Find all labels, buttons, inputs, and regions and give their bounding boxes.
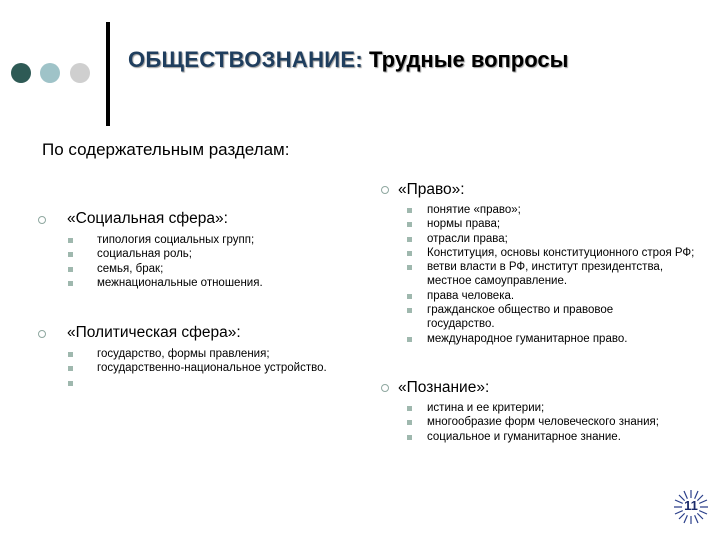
- section-law: [381, 181, 702, 346]
- bullet-icon: [407, 294, 412, 299]
- section-bullet-icon: [381, 384, 389, 392]
- list-item: международное гуманитарное право.: [407, 332, 702, 346]
- section-bullet-icon: [381, 186, 389, 194]
- bullet-icon: [407, 237, 412, 242]
- bullet-icon: [407, 308, 412, 313]
- decor-dot-light: [70, 63, 90, 83]
- header-divider: [106, 22, 110, 126]
- list-item: отрасли права;: [407, 232, 702, 246]
- section-title: «Познание»:: [398, 379, 490, 396]
- page-title: [128, 47, 568, 73]
- section-bullet-icon: [38, 330, 46, 338]
- bullet-icon: [407, 337, 412, 342]
- list-item: Конституция, основы конституционного строя РФ;: [407, 246, 702, 260]
- section-bullet-icon: [38, 216, 46, 224]
- list-item: социальная роль;: [68, 247, 263, 261]
- bullet-icon: [68, 352, 73, 357]
- list-item: многообразие форм человеческого знания;: [407, 415, 667, 429]
- list-item: государство, формы правления;: [68, 347, 327, 361]
- subtitle: По содержательным разделам:: [42, 140, 290, 159]
- page-number: 11: [684, 498, 698, 513]
- list-item: понятие «право»;: [407, 203, 702, 217]
- list-item: государственно-национальное устройство.: [68, 361, 327, 375]
- section-items: [407, 203, 702, 346]
- list-item: права человека.: [407, 289, 702, 303]
- title-part1: ОБЩЕСТВОЗНАНИЕ:: [128, 47, 364, 72]
- list-item: гражданское общество и правовое государство.: [407, 303, 667, 332]
- list-item: семья, брак;: [68, 262, 263, 276]
- section-title: «Право»:: [398, 181, 465, 198]
- list-item: ветви власти в РФ, институт президентства, местное самоуправление.: [407, 260, 702, 289]
- list-item: межнациональные отношения.: [68, 276, 263, 290]
- list-item: [68, 376, 327, 390]
- list-item: истина и ее критерии;: [407, 401, 667, 415]
- list-item: типология социальных групп;: [68, 233, 263, 247]
- section-social: [38, 210, 263, 290]
- bullet-icon: [407, 208, 412, 213]
- decor-dot-mid: [40, 63, 60, 83]
- section-title: «Социальная сфера»:: [67, 210, 228, 227]
- section-items: [407, 401, 667, 444]
- bullet-icon: [407, 251, 412, 256]
- bullet-icon: [68, 366, 73, 371]
- section-items: [68, 233, 263, 290]
- section-items: [68, 347, 327, 390]
- bullet-icon: [407, 435, 412, 440]
- bullet-icon: [407, 265, 412, 270]
- title-part2: Трудные вопросы: [369, 47, 569, 72]
- decor-dot-dark: [11, 63, 31, 83]
- section-cognition: [381, 379, 667, 444]
- bullet-icon: [68, 252, 73, 257]
- bullet-icon: [68, 281, 73, 286]
- bullet-icon: [68, 238, 73, 243]
- bullet-icon: [68, 381, 73, 386]
- list-item: социальное и гуманитарное знание.: [407, 430, 667, 444]
- list-item: нормы права;: [407, 217, 702, 231]
- section-political: [38, 324, 327, 390]
- bullet-icon: [407, 406, 412, 411]
- section-title: «Политическая сфера»:: [67, 324, 241, 341]
- bullet-icon: [68, 267, 73, 272]
- bullet-icon: [407, 420, 412, 425]
- bullet-icon: [407, 222, 412, 227]
